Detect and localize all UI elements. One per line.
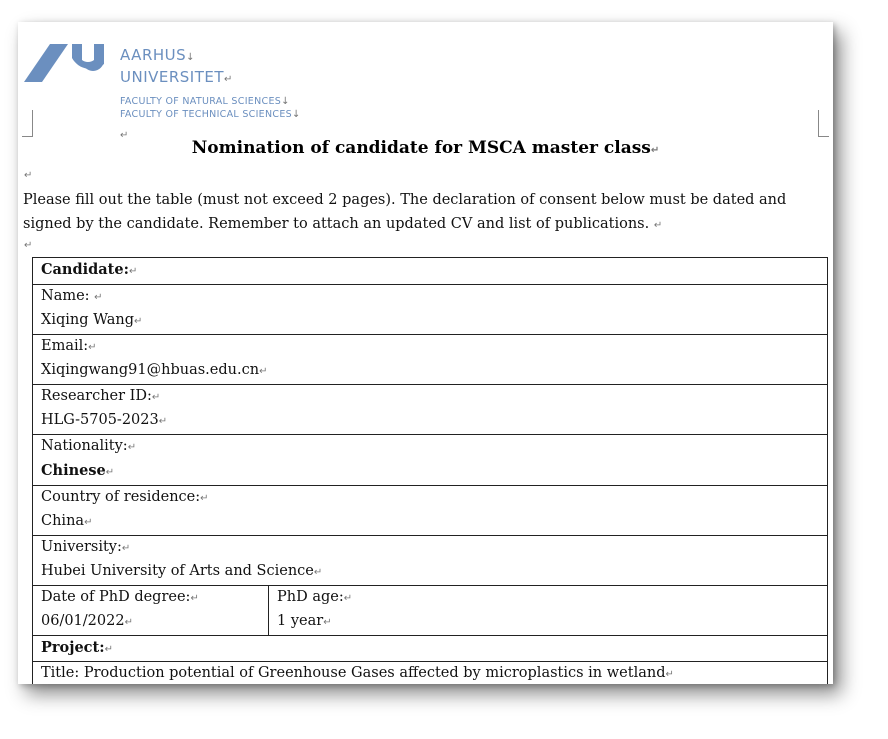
name-cell[interactable]: Name: ↵ Xiqing Wang↵: [33, 284, 828, 334]
logo-line-1: AARHUS↓: [120, 46, 196, 64]
document-page: [18, 22, 833, 684]
phd-date-label: Date of PhD degree:: [41, 588, 191, 605]
faculty-natural-sciences: FACULTY OF NATURAL SCIENCES↓: [120, 96, 290, 107]
logo-line-2: UNIVERSITET↵: [120, 68, 233, 86]
nationality-label: Nationality:: [41, 437, 128, 454]
residence-label: Country of residence:: [41, 488, 201, 505]
table-row: [33, 635, 828, 662]
candidate-header-cell: Candidate:↵: [33, 258, 828, 285]
phd-date-cell[interactable]: Date of PhD degree:↵ 06/01/2022↵: [33, 585, 269, 635]
university-label: University:: [41, 538, 122, 555]
email-label: Email:: [41, 337, 89, 354]
researcher-id-label: Researcher ID:: [41, 387, 152, 404]
email-value: Xiqingwang91@hbuas.edu.cn: [41, 362, 260, 378]
margin-corner-right: [818, 110, 829, 137]
researcher-id-value: HLG-5705-2023: [41, 412, 159, 428]
nomination-form-table: [32, 257, 828, 684]
paragraph-mark-icon: ↵: [120, 130, 129, 141]
researcher-id-cell[interactable]: Researcher ID:↵ HLG-5705-2023↵: [33, 384, 828, 434]
paragraph-mark-icon: ↵: [24, 170, 33, 181]
table-row: [33, 384, 828, 434]
university-name: [120, 44, 233, 88]
margin-corner-left: [22, 110, 33, 137]
email-cell[interactable]: Email:↵ Xiqingwang91@hbuas.edu.cn↵: [33, 334, 828, 384]
paragraph-mark-icon: ↵: [24, 240, 33, 251]
table-row: [33, 485, 828, 535]
university-cell[interactable]: University:↵ Hubei University of Arts and Science↵: [33, 535, 828, 585]
table-row: [33, 434, 828, 485]
faculty-names: [120, 95, 301, 121]
table-row: [33, 585, 828, 635]
faculty-technical-sciences: FACULTY OF TECHNICAL SCIENCES↓: [120, 109, 301, 120]
name-label: Name:: [41, 287, 95, 304]
intro-paragraph: Please fill out the table (must not exceed 2 pages). The declaration of consent below must be dated and signed by the candidate. Remember to attach an updated CV and list of publications. ↵: [23, 192, 787, 232]
nationality-cell[interactable]: Nationality:↵ Chinese↵: [33, 434, 828, 485]
residence-cell[interactable]: Country of residence:↵ China↵: [33, 485, 828, 535]
table-row: [33, 258, 828, 285]
project-header-cell: Project:↵: [33, 635, 828, 662]
table-row: [33, 662, 828, 685]
table-row: [33, 284, 828, 334]
nationality-value: Chinese: [41, 462, 106, 479]
table-row: [33, 535, 828, 585]
aarhus-university-logo-icon: [24, 42, 104, 87]
table-row: [33, 334, 828, 384]
university-value: Hubei University of Arts and Science: [41, 563, 314, 579]
project-title: Title: Production potential of Greenhouse Gases affected by microplastics in wetland: [41, 665, 666, 681]
phd-age-value: 1 year: [277, 613, 324, 629]
phd-age-cell[interactable]: PhD age:↵ 1 year↵: [269, 585, 828, 635]
phd-age-label: PhD age:: [277, 588, 344, 605]
project-title-cell[interactable]: Title: Production potential of Greenhouse Gases affected by microplastics in wetland↵: [33, 662, 828, 685]
phd-date-value: 06/01/2022: [41, 613, 125, 629]
document-title: Nomination of candidate for MSCA master class↵: [191, 138, 660, 158]
residence-value: China: [41, 513, 85, 529]
name-value: Xiqing Wang: [41, 312, 135, 328]
